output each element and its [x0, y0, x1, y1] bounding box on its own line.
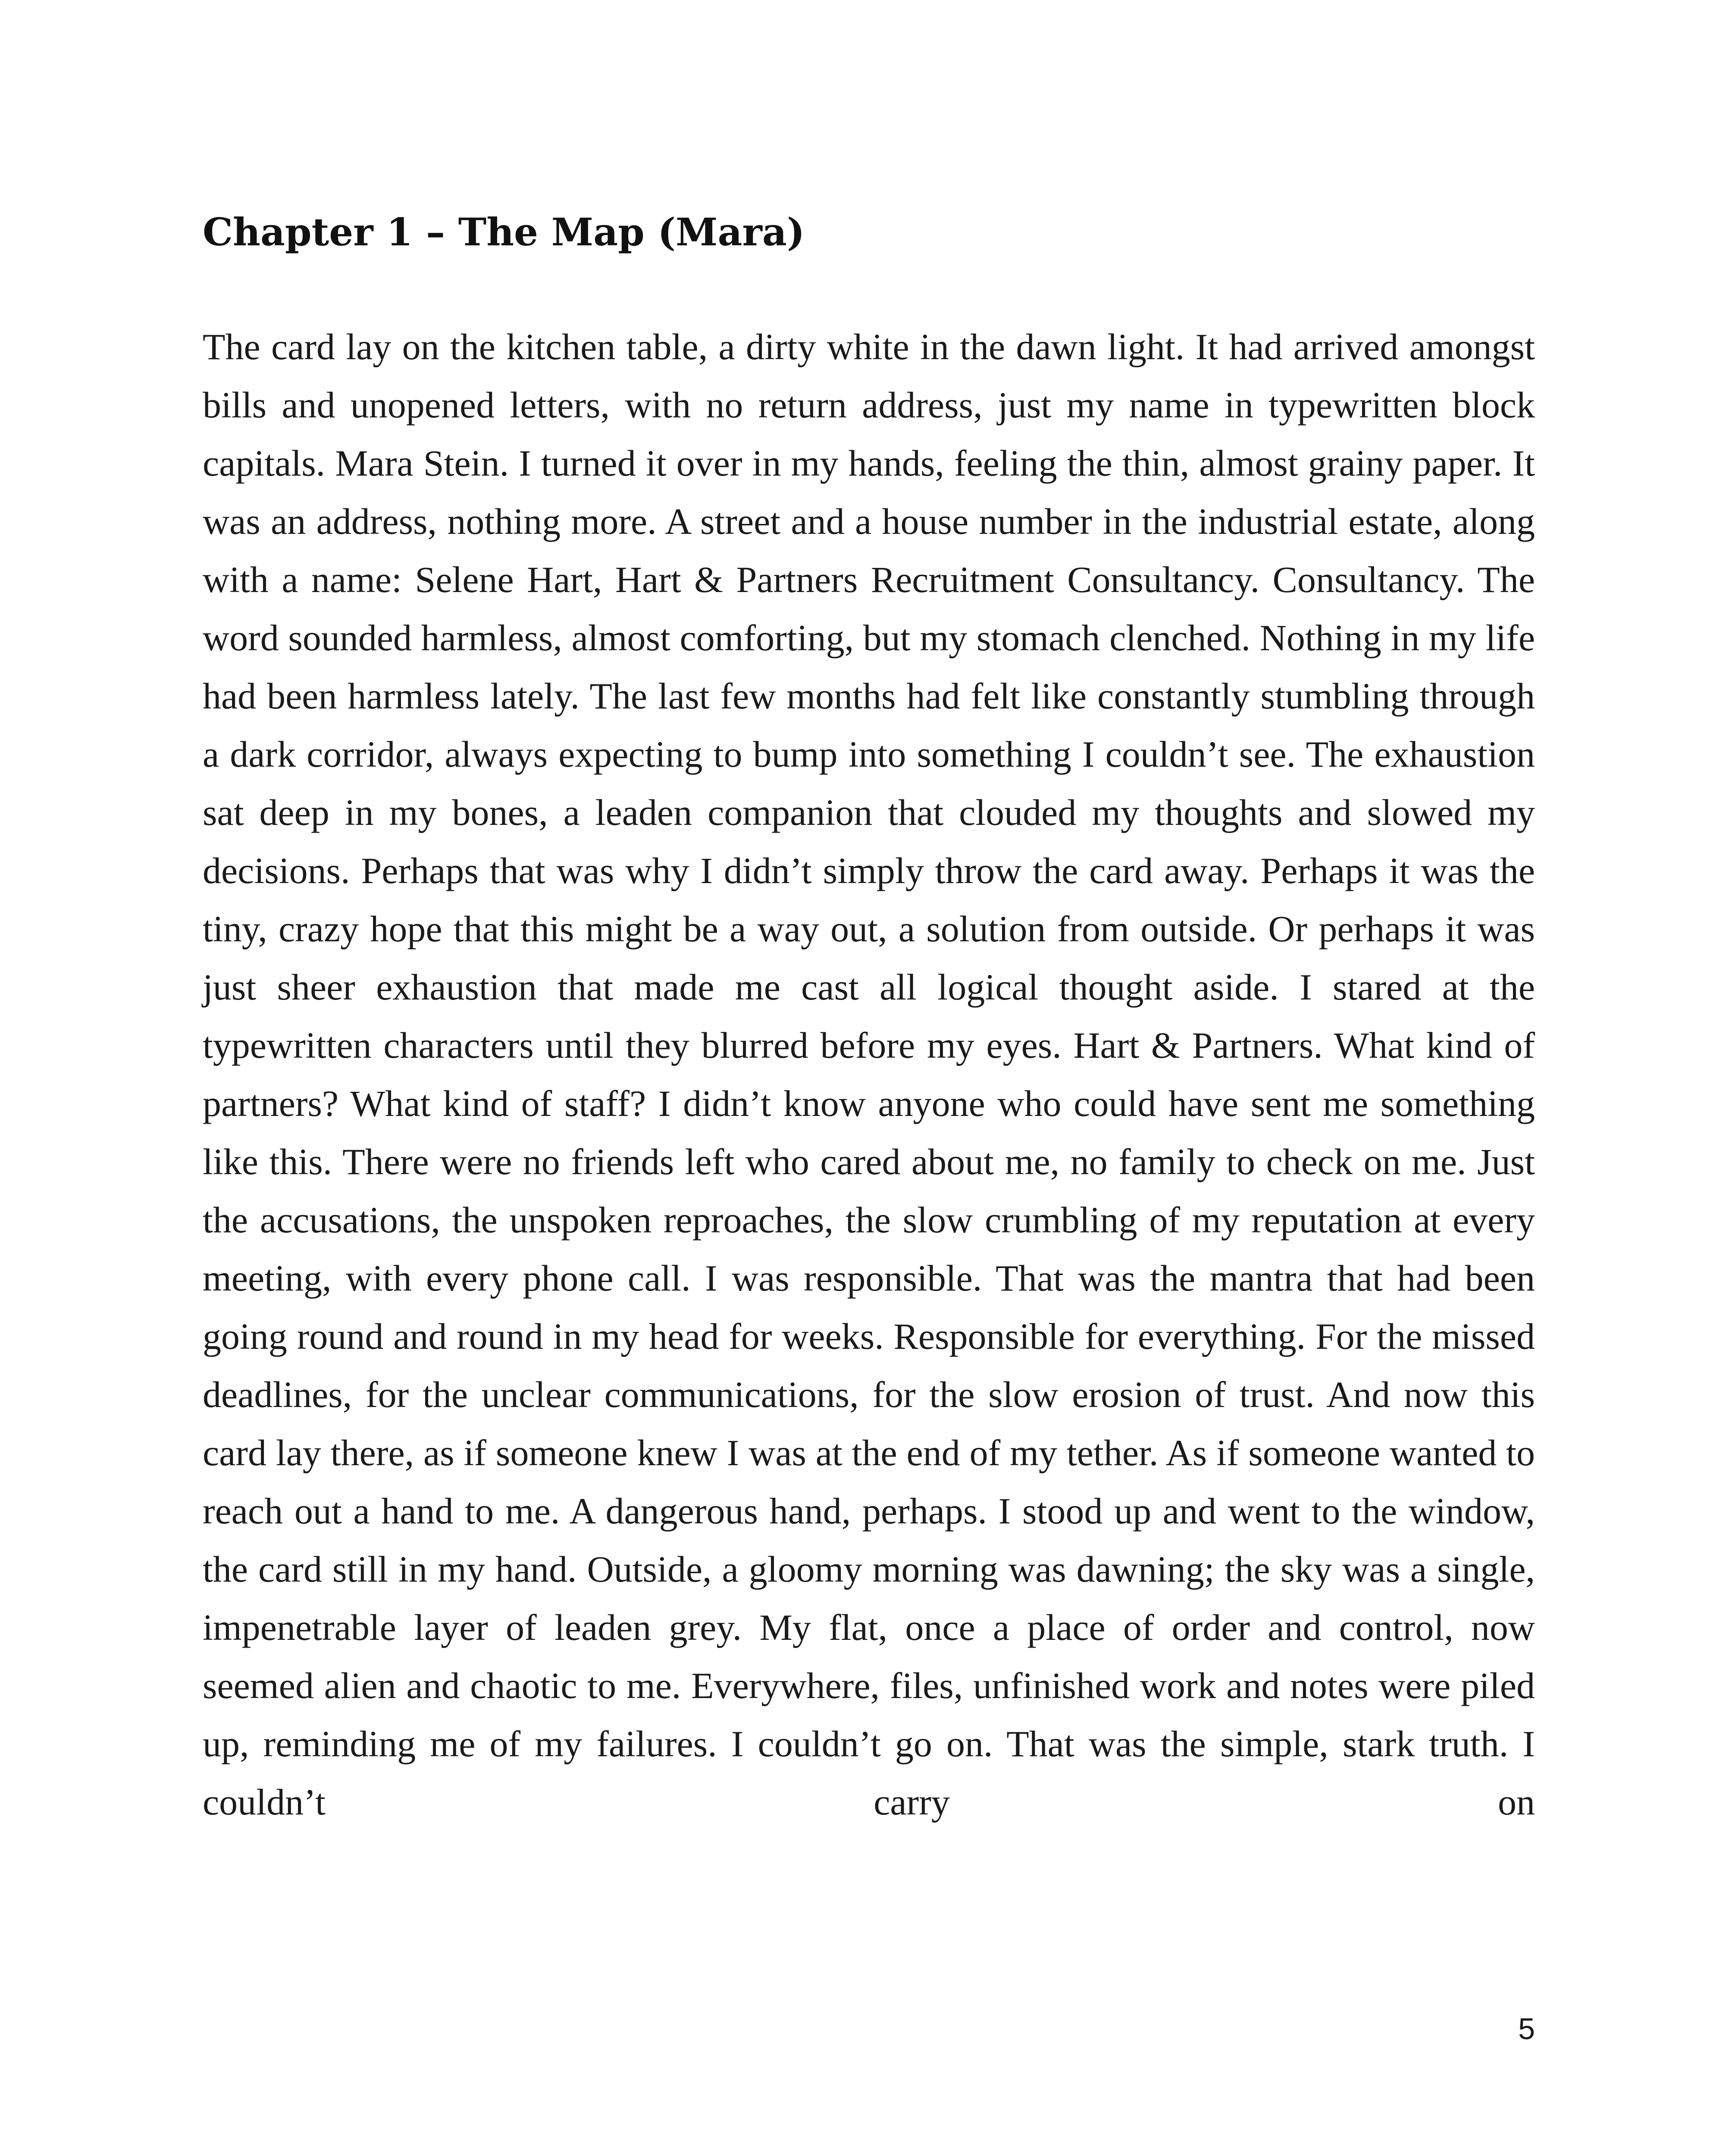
page-number: 5 — [1518, 2012, 1535, 2046]
chapter-title: Chapter 1 – The Map (Mara) — [203, 210, 805, 254]
chapter-body-text: The card lay on the kitchen table, a dirty white in the dawn light. It had arrived amongst bills and unopened letters, with no return address, just my name in typewritten block capitals. Mara Stein. I turned it over in my hands, feeling the thin, almost grainy paper. It was an address, nothing more. A street and a house number in the industrial estate, along with a name: Selene Hart, Hart & Partners Recruitment Consultancy. Consultancy. The word sounded harmless, almost comforting, but my stomach clenched. Nothing in my life had been harmless lately. The last few months had felt like constantly stumbling through a dark corridor, always expecting to bump into something I couldn’t see. The exhaustion sat deep in my bones, a leaden companion that clouded my thoughts and slowed my decisions. Perhaps that was why I didn’t simply throw the card away. Perhaps it was the tiny, crazy hope that this might be a way out, a solution from outside. Or perhaps it was just sheer exhaustion that made me cast all logical thought aside. I stared at the typewritten characters until they blurred before my eyes. Hart & Partners. What kind of partners? What kind of staff? I didn’t know anyone who could have sent me something like this. There were no friends left who cared about me, no family to check on me. Just the accusations, the unspoken reproaches, the slow crumbling of my reputation at every meeting, with every phone call. I was responsible. That was the mantra that had been going round and round in my head for weeks. Responsible for everything. For the missed deadlines, for the unclear communications, for the slow erosion of trust. And now this card lay there, as if someone knew I was at the end of my tether. As if someone wanted to reach out a hand to me. A dangerous hand, perhaps. I stood up and went to the window, the card still in my hand. Outside, a gloomy morning was dawning; the sky was a single, impenetrable layer of leaden grey. My flat, once a place of order and control, now seemed alien and chaotic to me. Everywhere, files, unfinished work and notes were piled up, reminding me of my failures. I couldn’t go on. That was the simple, stark truth. I couldn’t carry on — [203, 326, 1535, 1823]
